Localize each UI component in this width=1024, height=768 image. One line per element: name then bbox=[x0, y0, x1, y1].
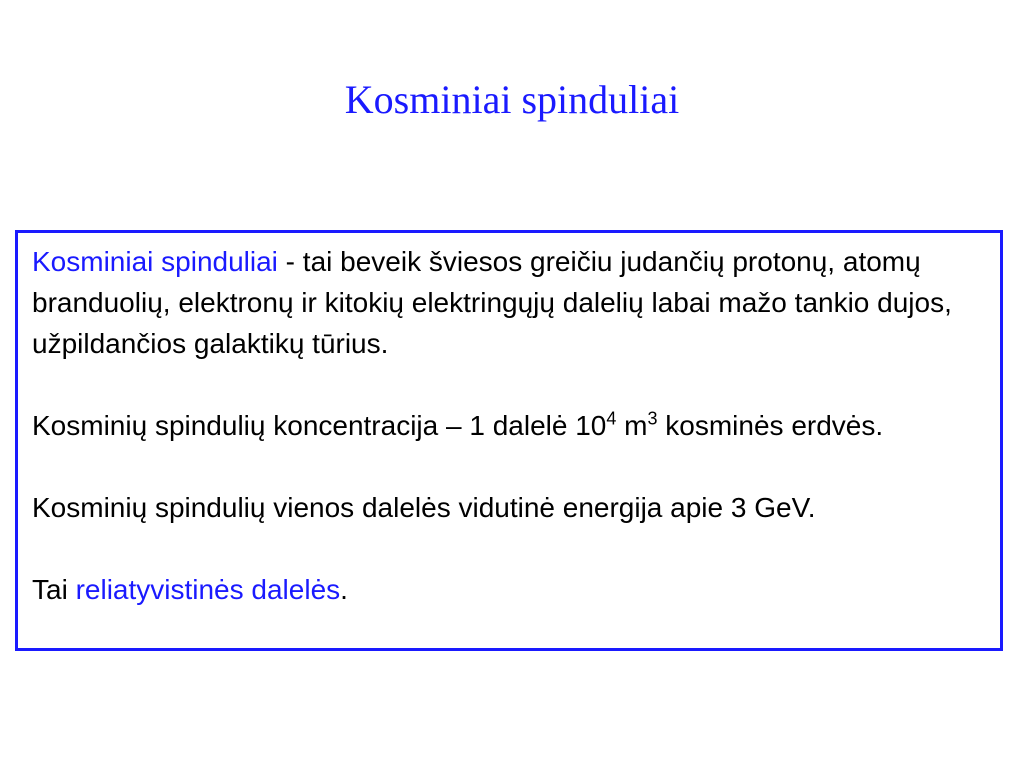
slide-title: Kosminiai spinduliai bbox=[344, 77, 680, 122]
definition-box bbox=[15, 230, 1003, 651]
exponent-3: 3 bbox=[647, 408, 658, 429]
relativistic-term: reliatyvistinės dalelės bbox=[75, 574, 341, 605]
concentration-paragraph bbox=[32, 405, 986, 446]
exponent-4: 4 bbox=[606, 408, 617, 429]
concentration-text-c: kosminės erdvės. bbox=[657, 410, 884, 441]
conclusion-suffix: . bbox=[340, 574, 348, 605]
conclusion-paragraph bbox=[32, 569, 986, 610]
definition-paragraph bbox=[32, 241, 986, 364]
conclusion-prefix: Tai bbox=[32, 574, 76, 605]
concentration-text-a: Kosminių spindulių koncentracija – 1 dalelė 10 bbox=[32, 410, 607, 441]
concentration-text-b: m bbox=[616, 410, 648, 441]
definition-text: - tai beveik šviesos greičiu judančių protonų, atomų branduolių, elektronų ir kitokių elektringųjų dalelių labai mažo tankio dujos, užpildančios galaktikų tūrius. bbox=[32, 246, 952, 359]
highlighted-term: Kosminiai spinduliai bbox=[32, 246, 278, 277]
energy-paragraph: Kosminių spindulių vienos dalelės vidutinė energija apie 3 GeV. bbox=[32, 492, 816, 523]
